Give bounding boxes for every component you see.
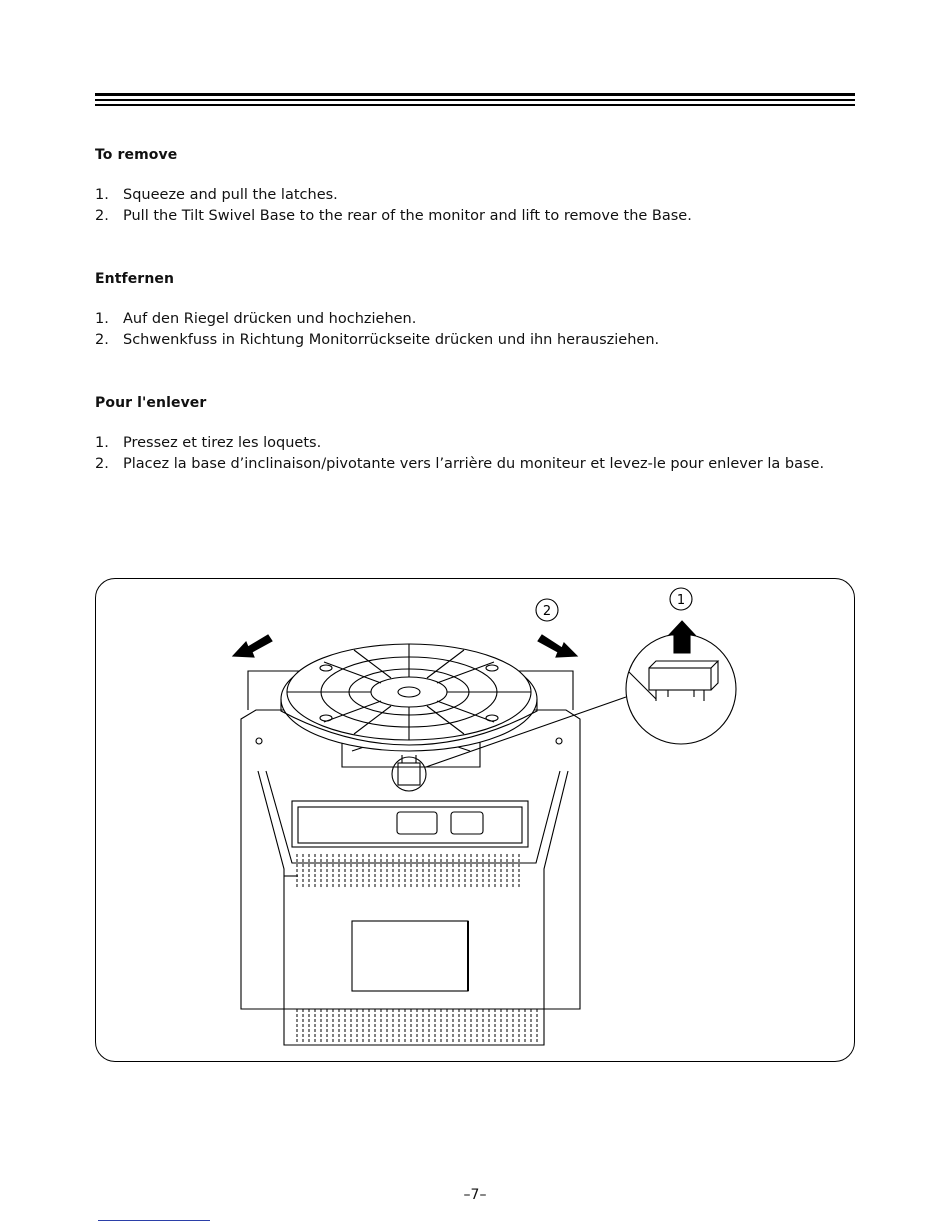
section-heading: Entfernen	[95, 271, 175, 287]
step-list	[95, 433, 855, 475]
upper-vent-slots	[297, 854, 519, 887]
tilt-swivel-base-illustration	[95, 578, 855, 1062]
section-heading: To remove	[95, 147, 178, 163]
step-text: Placez la base d’inclinaison/pivotante vers l’arrière du moniteur et levez-le pour enlever la base.	[123, 456, 825, 472]
callout-1	[670, 588, 692, 610]
header-rule-thin	[95, 104, 855, 106]
step-number: 1.	[95, 187, 109, 203]
left-arrow-icon	[233, 635, 272, 657]
step-number: 2.	[95, 332, 109, 348]
step-item	[95, 185, 855, 206]
step-item	[95, 330, 855, 351]
step-text: Squeeze and pull the latches.	[123, 187, 338, 203]
step-list	[95, 309, 855, 351]
step-item	[95, 206, 855, 227]
step-item	[95, 454, 855, 475]
step-number: 2.	[95, 456, 109, 472]
step-list	[95, 185, 855, 227]
step-text: Schwenkfuss in Richtung Monitorrückseite drücken und ihn herausziehen.	[123, 332, 660, 348]
header-rules	[95, 93, 855, 109]
callout-2	[536, 599, 558, 621]
header-rule-middle	[95, 99, 855, 101]
step-number: 2.	[95, 208, 109, 224]
right-arrow-icon	[538, 635, 577, 657]
step-number: 1.	[95, 311, 109, 327]
callout-1-label: 1	[676, 593, 686, 608]
section-heading: Pour l'enlever	[95, 395, 207, 411]
step-item	[95, 309, 855, 330]
up-arrow-icon	[669, 621, 695, 653]
section-german	[95, 271, 855, 351]
step-item	[95, 433, 855, 454]
step-text: Pressez et tirez les loquets.	[123, 435, 322, 451]
step-text: Pull the Tilt Swivel Base to the rear of the monitor and lift to remove the Base.	[123, 208, 692, 224]
step-number: 1.	[95, 435, 109, 451]
lower-vent-slots	[297, 1009, 537, 1043]
page-number: –7–	[463, 1187, 487, 1203]
tilt-swivel-base	[281, 644, 537, 751]
step-text: Auf den Riegel drücken und hochziehen.	[123, 311, 417, 327]
monitor-rear-drawing	[96, 579, 855, 1062]
footer-link-line	[98, 1220, 210, 1221]
section-english	[95, 147, 855, 227]
section-french	[95, 395, 855, 475]
header-rule-thick	[95, 93, 855, 96]
callout-2-label: 2	[542, 604, 552, 619]
